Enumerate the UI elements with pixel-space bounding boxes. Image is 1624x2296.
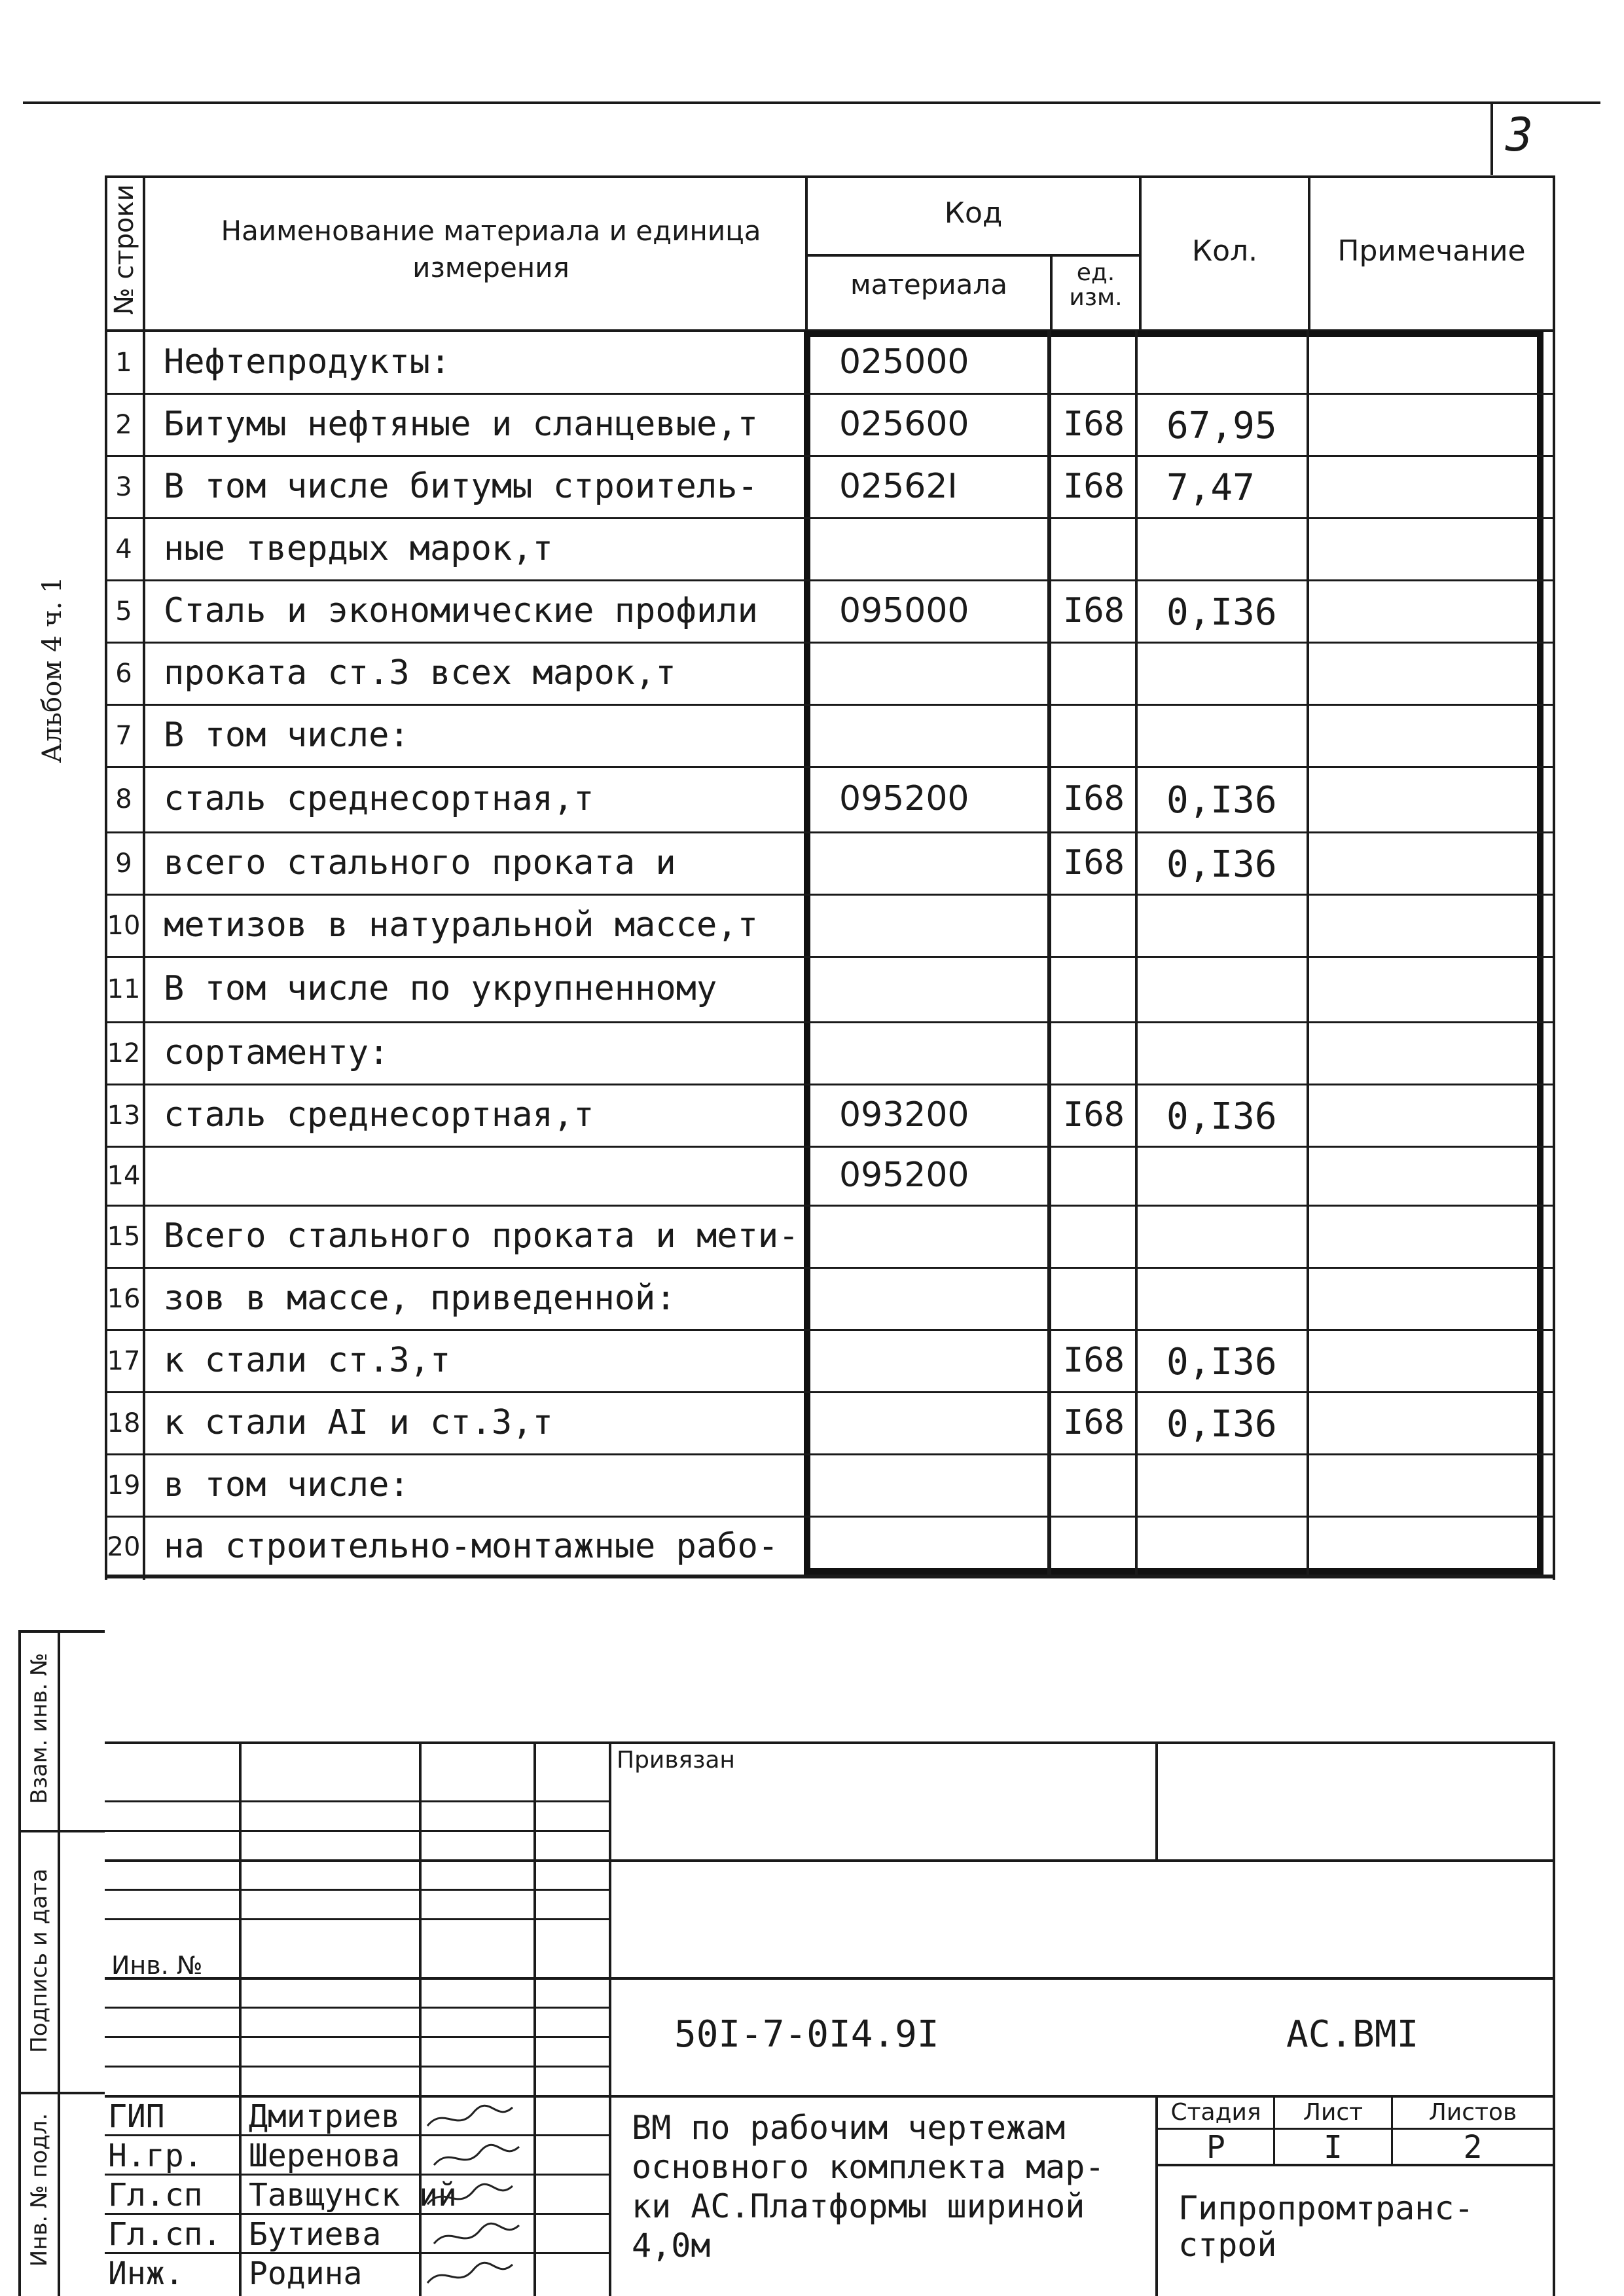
row-material-name: В том числе по укрупненному (164, 969, 717, 1008)
row-number: 14 (107, 1161, 141, 1191)
row-number: 6 (115, 658, 132, 689)
sheet-label: Лист (1303, 2099, 1363, 2126)
header-note: Примечание (1337, 234, 1526, 268)
row-number: 10 (107, 910, 141, 941)
row-material-name: к стали АI и ст.3,т (164, 1402, 553, 1442)
header-material: материала (850, 268, 1007, 301)
signer-role: ГИП (108, 2098, 165, 2135)
signer-name: Бутиева (249, 2216, 382, 2253)
row-number: 7 (115, 720, 132, 751)
page-number: 3 (1506, 108, 1534, 162)
row-number: 20 (107, 1531, 141, 1562)
privyazan-label: Привязан (617, 1747, 735, 1774)
header-name: Наименование материала и единица измерения (221, 215, 761, 283)
row-unit-code: I68 (1063, 1340, 1125, 1380)
row-quantity: 0,I36 (1166, 779, 1277, 822)
row-number: 12 (107, 1038, 141, 1068)
row-number: 9 (115, 848, 132, 879)
stage-label: Стадия (1170, 2099, 1261, 2126)
row-quantity: 0,I36 (1166, 843, 1277, 886)
row-material-name: проката ст.3 всех марок,т (164, 653, 676, 693)
row-quantity: 67,95 (1166, 404, 1277, 447)
side-stamp-vzam: Взам. инв. № (26, 1652, 52, 1804)
row-material-name: сортаменту: (164, 1032, 389, 1072)
row-quantity: 0,I36 (1166, 591, 1277, 634)
row-material-name: сталь среднесортная,т (164, 1095, 594, 1135)
row-material-name: зов в массе, приведенной: (164, 1278, 676, 1318)
row-material-code: 095200 (839, 779, 969, 818)
row-material-name: В том числе битумы строитель- (164, 466, 758, 506)
row-number: 5 (115, 596, 132, 627)
top-border-line (23, 101, 1600, 104)
sheet-value: I (1324, 2129, 1343, 2166)
row-material-name: сталь среднесортная,т (164, 779, 594, 818)
row-material-name: Битумы нефтяные и сланцевые,т (164, 404, 758, 444)
row-number: 2 (115, 409, 132, 440)
row-unit-code: I68 (1063, 404, 1125, 444)
row-material-name: В том числе: (164, 715, 410, 755)
row-unit-code: I68 (1063, 779, 1125, 818)
row-number: 19 (107, 1470, 141, 1501)
row-quantity: 7,47 (1166, 466, 1255, 509)
header-row-number: № строки (109, 184, 139, 315)
row-material-name: Нефтепродукты: (164, 342, 451, 382)
row-unit-code: I68 (1063, 591, 1125, 630)
inv-no-label: Инв. № (111, 1951, 203, 1980)
row-number: 13 (107, 1100, 141, 1131)
signer-role: Гл.сп. (108, 2216, 222, 2253)
sheets-value: 2 (1463, 2129, 1483, 2166)
document-code: 50I-7-0I4.9I (674, 2013, 939, 2056)
row-number: 11 (107, 974, 141, 1004)
row-number: 17 (107, 1345, 141, 1376)
row-number: 1 (115, 347, 132, 378)
row-material-name: Сталь и экономические профили (164, 591, 758, 630)
header-unit: ед. изм. (1069, 259, 1123, 311)
row-number: 16 (107, 1283, 141, 1314)
signature-mark (424, 2100, 516, 2136)
document-description: ВМ по рабочим чертежам основного комплекта мар- ки АС.Платформы шириной 4,0м (632, 2109, 1105, 2265)
row-number: 18 (107, 1408, 141, 1438)
signer-name: Тавщунск ий (249, 2177, 457, 2214)
side-stamp-inv-podl: Инв. № подл. (26, 2113, 52, 2267)
stage-value: Р (1206, 2129, 1225, 2166)
row-unit-code: I68 (1063, 466, 1125, 506)
side-stamp-podpis: Подпись и дата (26, 1868, 52, 2053)
row-material-code: 095200 (839, 1156, 969, 1195)
sheets-label: Листов (1428, 2099, 1517, 2126)
row-material-name: всего стального проката и (164, 843, 676, 883)
row-quantity: 0,I36 (1166, 1095, 1277, 1138)
row-unit-code: I68 (1063, 843, 1125, 883)
row-material-name: ные твердых марок,т (164, 528, 553, 568)
signature-mark (431, 2217, 522, 2253)
row-unit-code: I68 (1063, 1095, 1125, 1135)
signer-name: Дмитриев (249, 2098, 401, 2135)
header-code: Код (944, 196, 1003, 230)
row-number: 8 (115, 784, 132, 814)
organization: Гипропромтранс- строй (1178, 2189, 1474, 2264)
signature-mark (431, 2139, 522, 2175)
row-number: 4 (115, 534, 132, 564)
row-number: 3 (115, 471, 132, 502)
signer-role: Инж. (108, 2255, 184, 2292)
header-qty: Кол. (1191, 234, 1258, 268)
row-material-name: на строительно-монтажные рабо- (164, 1526, 779, 1566)
row-quantity: 0,I36 (1166, 1402, 1277, 1446)
row-material-code: 095000 (839, 591, 969, 630)
document-mark: АС.ВМI (1286, 2013, 1419, 2056)
row-material-name: Всего стального проката и мети- (164, 1216, 799, 1256)
row-unit-code: I68 (1063, 1402, 1125, 1442)
row-material-code: 025000 (839, 342, 969, 382)
row-material-code: 093200 (839, 1095, 969, 1135)
page-number-box-left (1490, 101, 1493, 175)
signature-mark (424, 2257, 516, 2293)
signer-role: Н.гр. (108, 2138, 203, 2174)
row-material-name: в том числе: (164, 1465, 410, 1504)
row-material-name: метизов в натуральной массе,т (164, 905, 758, 945)
signer-role: Гл.сп (108, 2177, 203, 2214)
row-quantity: 0,I36 (1166, 1340, 1277, 1383)
signature-mark (424, 2178, 516, 2214)
row-number: 15 (107, 1221, 141, 1252)
row-material-name: к стали ст.3,т (164, 1340, 451, 1380)
signer-name: Родина (249, 2255, 363, 2292)
row-material-code: 02562I (839, 466, 958, 506)
side-album-text: Альбом 4 ч. 1 (37, 576, 67, 763)
signer-name: Шеренова (249, 2138, 401, 2174)
row-material-code: 025600 (839, 404, 969, 444)
